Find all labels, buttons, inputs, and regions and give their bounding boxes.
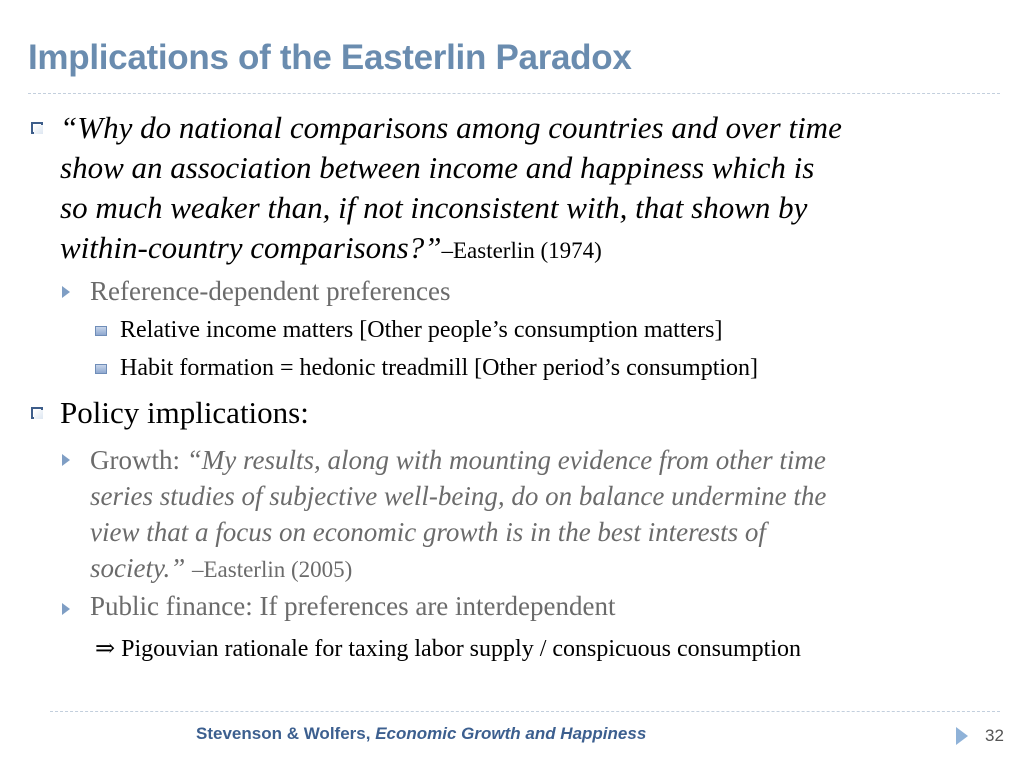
growth-quote — [90, 442, 826, 588]
quote-line: show an association between income and happiness which is — [60, 150, 815, 185]
quote-line-text: “My results, along with mounting evidence from other time — [186, 445, 826, 475]
quote-line — [90, 550, 826, 588]
growth-prefix: Growth: — [90, 445, 187, 475]
title-divider — [28, 93, 1000, 94]
triangle-bullet-icon — [62, 454, 70, 466]
box-bullet-icon — [95, 364, 107, 374]
relative-income-item: Relative income matters [Other people’s consumption matters] — [120, 317, 723, 343]
quote-line — [90, 442, 826, 478]
habit-formation-item: Habit formation = hedonic treadmill [Other period’s consumption] — [120, 355, 759, 381]
box-bullet-icon — [95, 326, 107, 336]
triangle-bullet-icon — [62, 603, 70, 615]
footer-book-title: Economic Growth and Happiness — [375, 724, 647, 743]
slide-title: Implications of the Easterlin Paradox — [28, 38, 632, 77]
reference-dependent-preferences: Reference-dependent preferences — [90, 276, 451, 306]
footer-authors: Stevenson & Wolfers, — [196, 724, 376, 743]
quote-line-text: society.” — [90, 553, 186, 583]
quote-line — [60, 228, 842, 271]
footer-credit — [196, 724, 646, 744]
quote-line: “Why do national comparisons among countries and over time — [60, 110, 842, 145]
triangle-bullet-icon — [62, 286, 70, 298]
easterlin-1974-quote — [60, 108, 842, 271]
citation: –Easterlin (2005) — [192, 557, 353, 582]
public-finance-item: Public finance: If preferences are interdependent — [90, 591, 616, 621]
quote-line: series studies of subjective well-being, do on balance undermine the — [90, 481, 827, 511]
implies-arrow-icon: ⇒ — [95, 636, 116, 662]
pigouvian-implication — [95, 634, 801, 663]
next-slide-triangle-icon[interactable] — [956, 727, 968, 745]
square-bullet-icon — [31, 122, 43, 134]
policy-implications-heading: Policy implications: — [60, 395, 309, 430]
footer-divider — [50, 711, 1000, 712]
quote-line-text: within-country comparisons?” — [60, 230, 442, 265]
square-bullet-icon — [31, 407, 43, 419]
quote-line: so much weaker than, if not inconsistent with, that shown by — [60, 190, 808, 225]
quote-line: view that a focus on economic growth is in the best interests of — [90, 517, 766, 547]
citation: –Easterlin (1974) — [441, 238, 602, 263]
page-number: 32 — [985, 726, 1004, 745]
implication-text: Pigouvian rationale for taxing labor supply / conspicuous consumption — [121, 636, 802, 662]
